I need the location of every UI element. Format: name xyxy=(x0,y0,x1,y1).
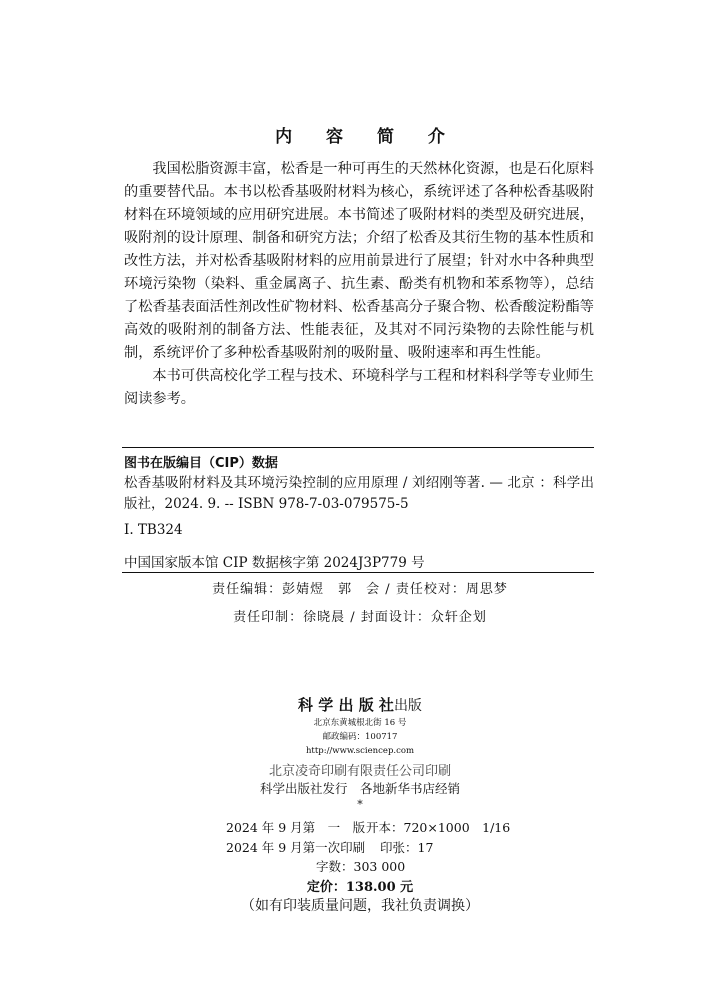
synopsis-paragraph: 本书可供高校化学工程与技术、环境科学与工程和材料科学等专业师生阅读参考。 xyxy=(124,368,594,407)
cip-classification: Ⅰ. TB324 xyxy=(124,522,183,538)
publisher-address: 北京东黄城根北街 16 号 xyxy=(313,718,407,728)
publisher-website: http://www.sciencep.com xyxy=(305,746,415,756)
cip-library-number: 中国国家版本馆 CIP 数据核字第 2024J3P779 号 xyxy=(124,555,425,571)
cip-bottom-rule xyxy=(122,572,594,573)
page-title: 内 容 简 介 xyxy=(275,127,459,147)
synopsis-paragraph: 我国松脂资源丰富，松香是一种可再生的天然林化资源，也是石化原料的重要替代品。本书以松香基吸附材料为核心，系统评述了各种松香基吸附材料在环境领域的应用研究进展。本书简述了吸附材料的类型及研究进展，吸附剂的设计原理、制备和研究方法；介绍了松香及其衍生物的基本性质和改性方法，并对松香基吸附材料的应用前景进行了展望；针对水中各种典型环境污染物（染料、重金属离子、抗生素、酚类有机物和苯系物等），总结了松香基表面活性剂改性矿物材料、松香基高分子聚合物、松香酸淀粉酯等高效的吸附剂的制备方法、性能表征，及其对不同污染物的去除性能与机制，系统评价了多种松香基吸附剂的吸附量、吸附速率和再生性能。 xyxy=(124,161,594,361)
cip-heading: 图书在版编目（CIP）数据 xyxy=(124,456,278,471)
format: 开本：720×1000 1/16 xyxy=(366,820,511,835)
price: 定价：138.00 元 xyxy=(306,880,414,895)
postal-code: 邮政编码：100717 xyxy=(322,732,398,742)
publisher-name-text: 科 学 出 版 社 xyxy=(298,696,394,714)
publisher-suffix: 出版 xyxy=(393,698,422,714)
editor-credits: 责任编辑：彭婧煜 郭 会 / 责任校对：周思梦 xyxy=(212,582,508,597)
cip-record: 松香基吸附材料及其环境污染控制的应用原理 / 刘绍刚等著. — 北京 ：科学出版社，2024. 9. -- ISBN 978-7-03-079575-5 xyxy=(124,475,594,512)
synopsis xyxy=(124,158,594,411)
quality-notice: （如有印装质量问题，我社负责调换） xyxy=(241,898,479,914)
printer: 北京凌奇印刷有限责任公司印刷 xyxy=(268,764,451,779)
separator-star: * xyxy=(357,798,363,811)
word-count: 字数：303 000 xyxy=(316,859,406,874)
production-credits: 责任印制：徐晓晨 / 封面设计：众轩企划 xyxy=(233,610,487,625)
cip-top-rule xyxy=(122,447,594,448)
edition: 2024 年 9 月第 一 版 xyxy=(226,820,366,835)
printing: 2024 年 9 月第一次印刷 xyxy=(226,840,366,855)
publisher-name xyxy=(0,694,720,715)
distribution: 科学出版社发行 各地新华书店经销 xyxy=(259,781,460,796)
sheets: 印张：17 xyxy=(380,840,434,855)
